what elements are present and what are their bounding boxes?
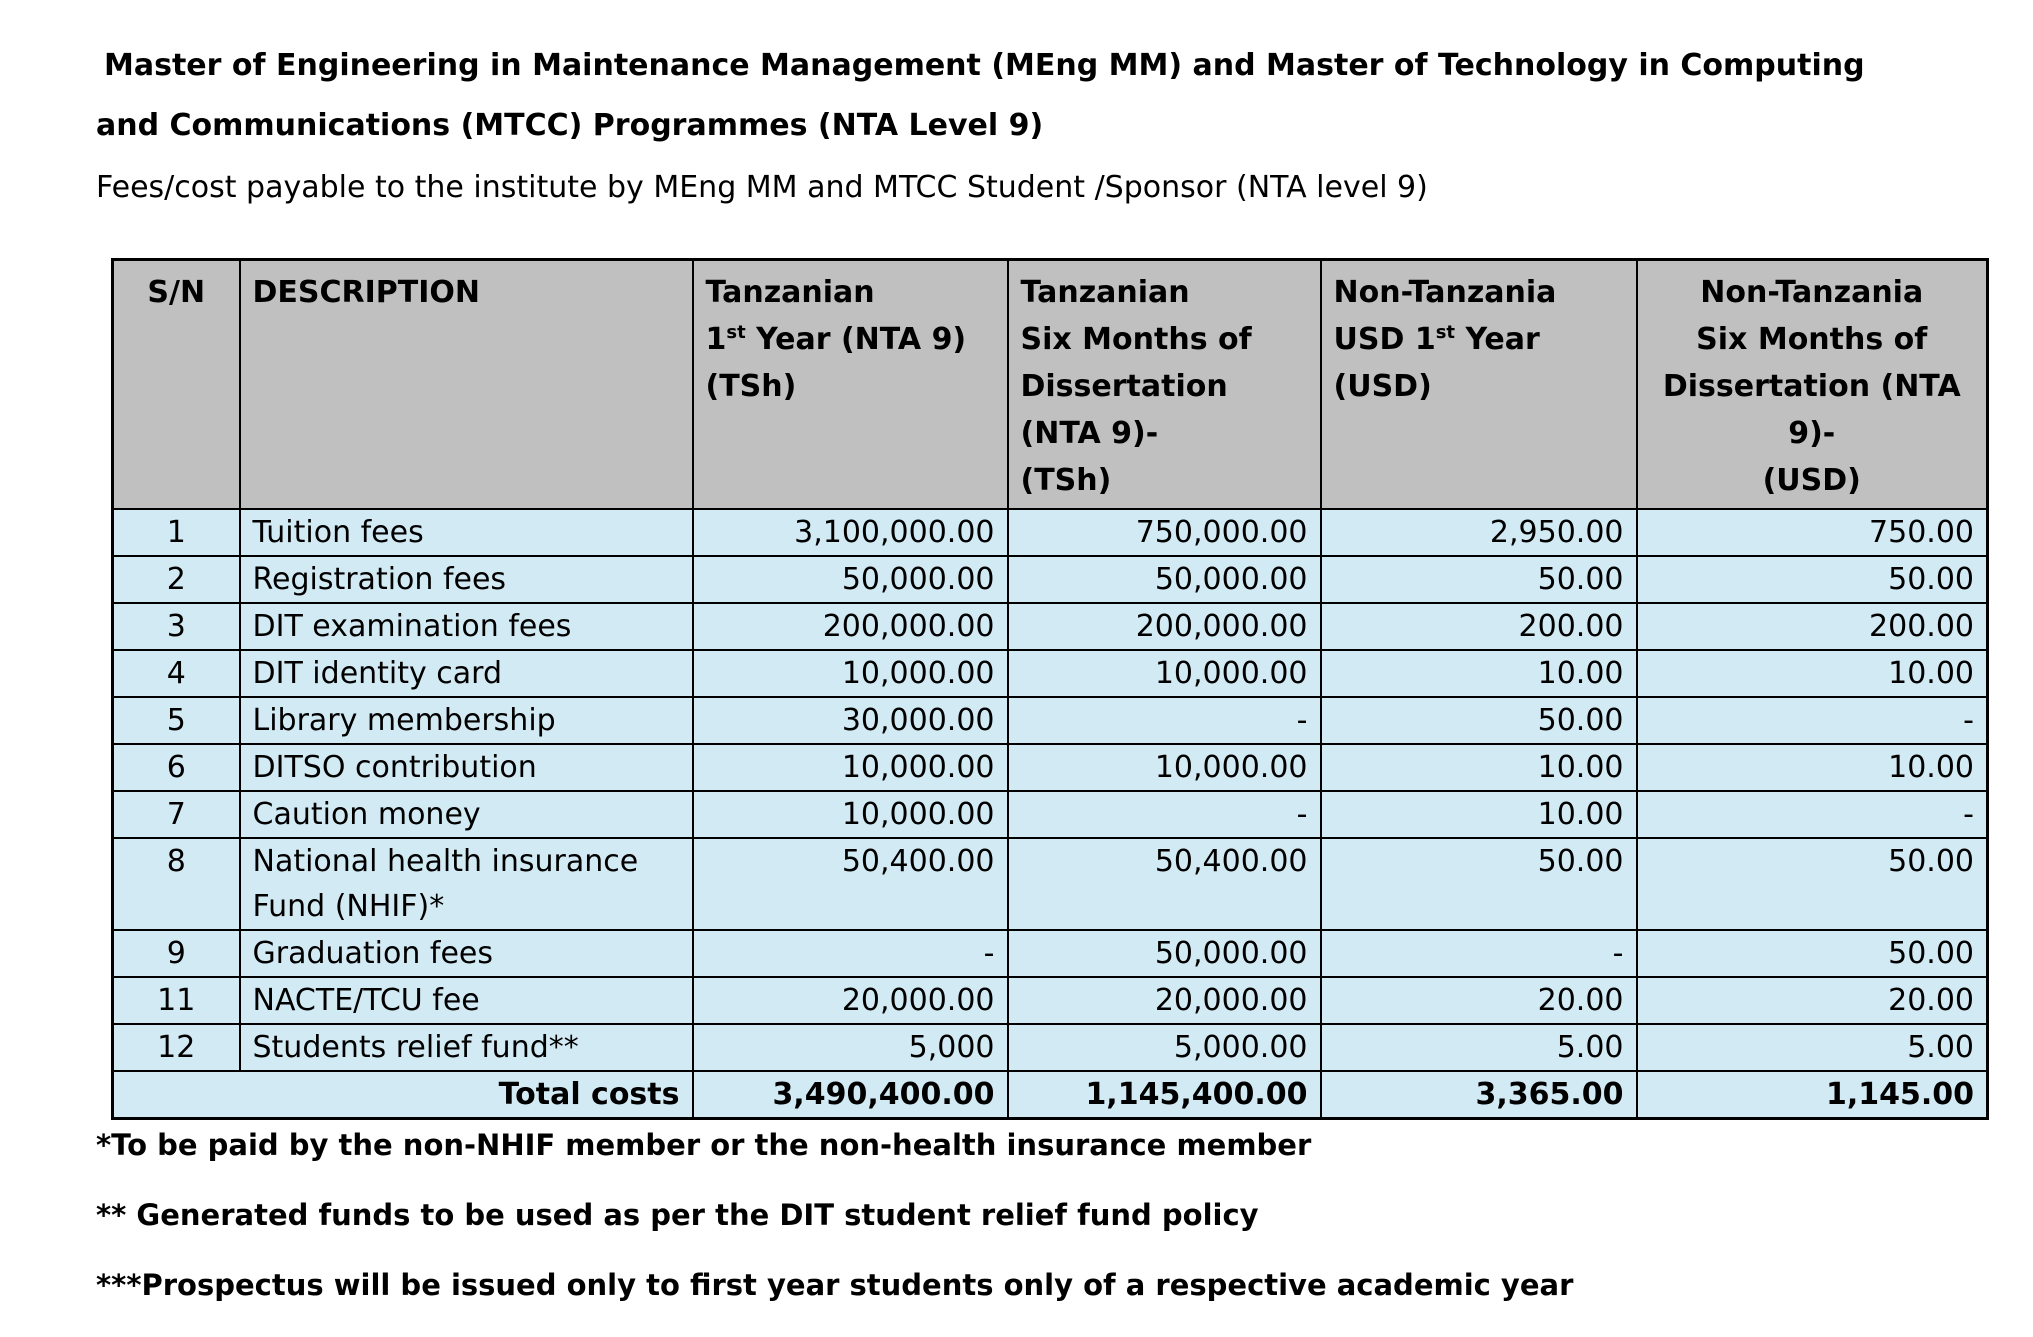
row-ntz-first-year: 10.00 <box>1321 650 1637 697</box>
row-tz-first-year: 10,000.00 <box>693 650 1008 697</box>
row-sn: 5 <box>113 697 240 744</box>
row-description: Caution money <box>240 791 693 838</box>
header-text: (NTA 9)- <box>1020 416 1159 451</box>
row-ntz-dissertation: - <box>1637 791 1988 838</box>
row-ntz-first-year: 50.00 <box>1321 556 1637 603</box>
fees-table <box>111 258 1989 1120</box>
row-sn: 8 <box>113 838 240 930</box>
row-ntz-dissertation: 10.00 <box>1637 650 1988 697</box>
table-row <box>113 697 1988 744</box>
row-tz-dissertation: 750,000.00 <box>1008 509 1321 556</box>
header-text: 9)- <box>1788 416 1836 451</box>
row-sn: 1 <box>113 509 240 556</box>
row-ntz-dissertation: 20.00 <box>1637 977 1988 1024</box>
row-tz-first-year: - <box>693 930 1008 977</box>
header-tz-first-year <box>693 260 1008 510</box>
total-ntz-dissertation: 1,145.00 <box>1637 1071 1988 1119</box>
description-text: National health insurance <box>252 844 639 879</box>
header-text <box>706 316 995 363</box>
row-sn: 9 <box>113 930 240 977</box>
row-description: Graduation fees <box>240 930 693 977</box>
header-text: (TSh) <box>705 369 797 404</box>
row-tz-dissertation: 200,000.00 <box>1008 603 1321 650</box>
superscript: st <box>1435 322 1456 343</box>
row-sn: 3 <box>113 603 240 650</box>
table-row <box>113 650 1988 697</box>
row-ntz-first-year: 20.00 <box>1321 977 1637 1024</box>
table-row <box>113 1024 1988 1071</box>
row-tz-dissertation: 50,000.00 <box>1008 556 1321 603</box>
row-tz-first-year: 50,000.00 <box>693 556 1008 603</box>
superscript: st <box>726 322 746 343</box>
row-description: DITSO contribution <box>240 744 693 791</box>
total-tz-first-year: 3,490,400.00 <box>693 1071 1008 1119</box>
row-tz-first-year: 10,000.00 <box>693 791 1008 838</box>
row-sn: 12 <box>113 1024 240 1071</box>
header-text: (TSh) <box>1020 463 1112 498</box>
header-text <box>1334 316 1624 363</box>
header-text: Six Months of <box>1696 322 1928 357</box>
header-text: Tanzanian <box>1020 275 1190 310</box>
row-ntz-first-year: 50.00 <box>1321 838 1637 930</box>
row-sn: 7 <box>113 791 240 838</box>
header-text: Six Months of <box>1020 322 1252 357</box>
header-text: Tanzanian <box>705 275 875 310</box>
footnote-relief-fund: ** Generated funds to be used as per the DIT student relief fund policy <box>96 1198 1259 1232</box>
row-ntz-dissertation: 5.00 <box>1637 1024 1988 1071</box>
header-tz-dissertation <box>1008 260 1321 510</box>
row-ntz-dissertation: 50.00 <box>1637 556 1988 603</box>
row-tz-first-year: 20,000.00 <box>693 977 1008 1024</box>
header-ntz-first-year <box>1321 260 1637 510</box>
row-description: Tuition fees <box>240 509 693 556</box>
row-description: DIT identity card <box>240 650 693 697</box>
header-text: Non-Tanzania <box>1333 275 1557 310</box>
row-ntz-dissertation: 50.00 <box>1637 930 1988 977</box>
row-description: Students relief fund** <box>240 1024 693 1071</box>
row-ntz-first-year: 2,950.00 <box>1321 509 1637 556</box>
table-row <box>113 838 1988 930</box>
row-ntz-first-year: 200.00 <box>1321 603 1637 650</box>
header-description: DESCRIPTION <box>240 260 693 510</box>
row-tz-dissertation: - <box>1008 791 1321 838</box>
total-ntz-first-year: 3,365.00 <box>1321 1071 1637 1119</box>
header-text: (USD) <box>1762 463 1861 498</box>
footnote-nhif: *To be paid by the non-NHIF member or the non-health insurance member <box>96 1128 1312 1162</box>
table-row <box>113 977 1988 1024</box>
row-description <box>240 838 693 930</box>
row-tz-first-year: 200,000.00 <box>693 603 1008 650</box>
row-sn: 2 <box>113 556 240 603</box>
row-ntz-first-year: - <box>1321 930 1637 977</box>
row-description: DIT examination fees <box>240 603 693 650</box>
row-ntz-first-year: 10.00 <box>1321 744 1637 791</box>
row-ntz-dissertation: 750.00 <box>1637 509 1988 556</box>
document-title-line-2: and Communications (MTCC) Programmes (NTA Level 9) <box>96 108 1044 143</box>
row-tz-first-year: 10,000.00 <box>693 744 1008 791</box>
total-row <box>113 1071 1988 1119</box>
row-ntz-first-year: 10.00 <box>1321 791 1637 838</box>
total-label: Total costs <box>113 1071 693 1119</box>
header-ntz-dissertation <box>1637 260 1988 510</box>
header-text: Non-Tanzania <box>1700 275 1924 310</box>
document-subtitle: Fees/cost payable to the institute by MEng MM and MTCC Student /Sponsor (NTA level 9) <box>96 170 1428 205</box>
row-sn: 6 <box>113 744 240 791</box>
row-tz-dissertation: 50,400.00 <box>1008 838 1321 930</box>
row-ntz-dissertation: - <box>1637 697 1988 744</box>
row-description: NACTE/TCU fee <box>240 977 693 1024</box>
header-text: Year <box>1455 322 1540 357</box>
table-row <box>113 603 1988 650</box>
row-tz-dissertation: 10,000.00 <box>1008 744 1321 791</box>
row-ntz-dissertation: 50.00 <box>1637 838 1988 930</box>
header-sn: S/N <box>113 260 240 510</box>
row-tz-first-year: 5,000 <box>693 1024 1008 1071</box>
header-text: Dissertation (NTA <box>1662 369 1961 404</box>
row-description: Registration fees <box>240 556 693 603</box>
header-text: (USD) <box>1333 369 1432 404</box>
row-tz-dissertation: 50,000.00 <box>1008 930 1321 977</box>
row-sn: 4 <box>113 650 240 697</box>
row-tz-dissertation: - <box>1008 697 1321 744</box>
row-sn: 11 <box>113 977 240 1024</box>
row-tz-first-year: 3,100,000.00 <box>693 509 1008 556</box>
row-ntz-first-year: 50.00 <box>1321 697 1637 744</box>
document-title-line-1: Master of Engineering in Maintenance Management (MEng MM) and Master of Technology in Computing <box>104 48 1865 83</box>
table-row <box>113 744 1988 791</box>
table-row <box>113 930 1988 977</box>
header-text: Dissertation <box>1020 369 1228 404</box>
row-ntz-first-year: 5.00 <box>1321 1024 1637 1071</box>
row-tz-first-year: 30,000.00 <box>693 697 1008 744</box>
row-ntz-dissertation: 200.00 <box>1637 603 1988 650</box>
row-tz-dissertation: 10,000.00 <box>1008 650 1321 697</box>
row-tz-first-year: 50,400.00 <box>693 838 1008 930</box>
table-row <box>113 556 1988 603</box>
row-description: Library membership <box>240 697 693 744</box>
header-text: 1 <box>705 322 727 357</box>
total-tz-dissertation: 1,145,400.00 <box>1008 1071 1321 1119</box>
row-tz-dissertation: 20,000.00 <box>1008 977 1321 1024</box>
row-tz-dissertation: 5,000.00 <box>1008 1024 1321 1071</box>
description-text: Fund (NHIF)* <box>252 889 445 924</box>
table-row <box>113 791 1988 838</box>
row-ntz-dissertation: 10.00 <box>1637 744 1988 791</box>
header-text: Year (NTA 9) <box>745 322 967 357</box>
table-row <box>113 509 1988 556</box>
footnote-prospectus: ***Prospectus will be issued only to first year students only of a respective academic year <box>96 1268 1574 1302</box>
header-text: USD 1 <box>1333 322 1436 357</box>
table-header-row <box>113 260 1988 510</box>
